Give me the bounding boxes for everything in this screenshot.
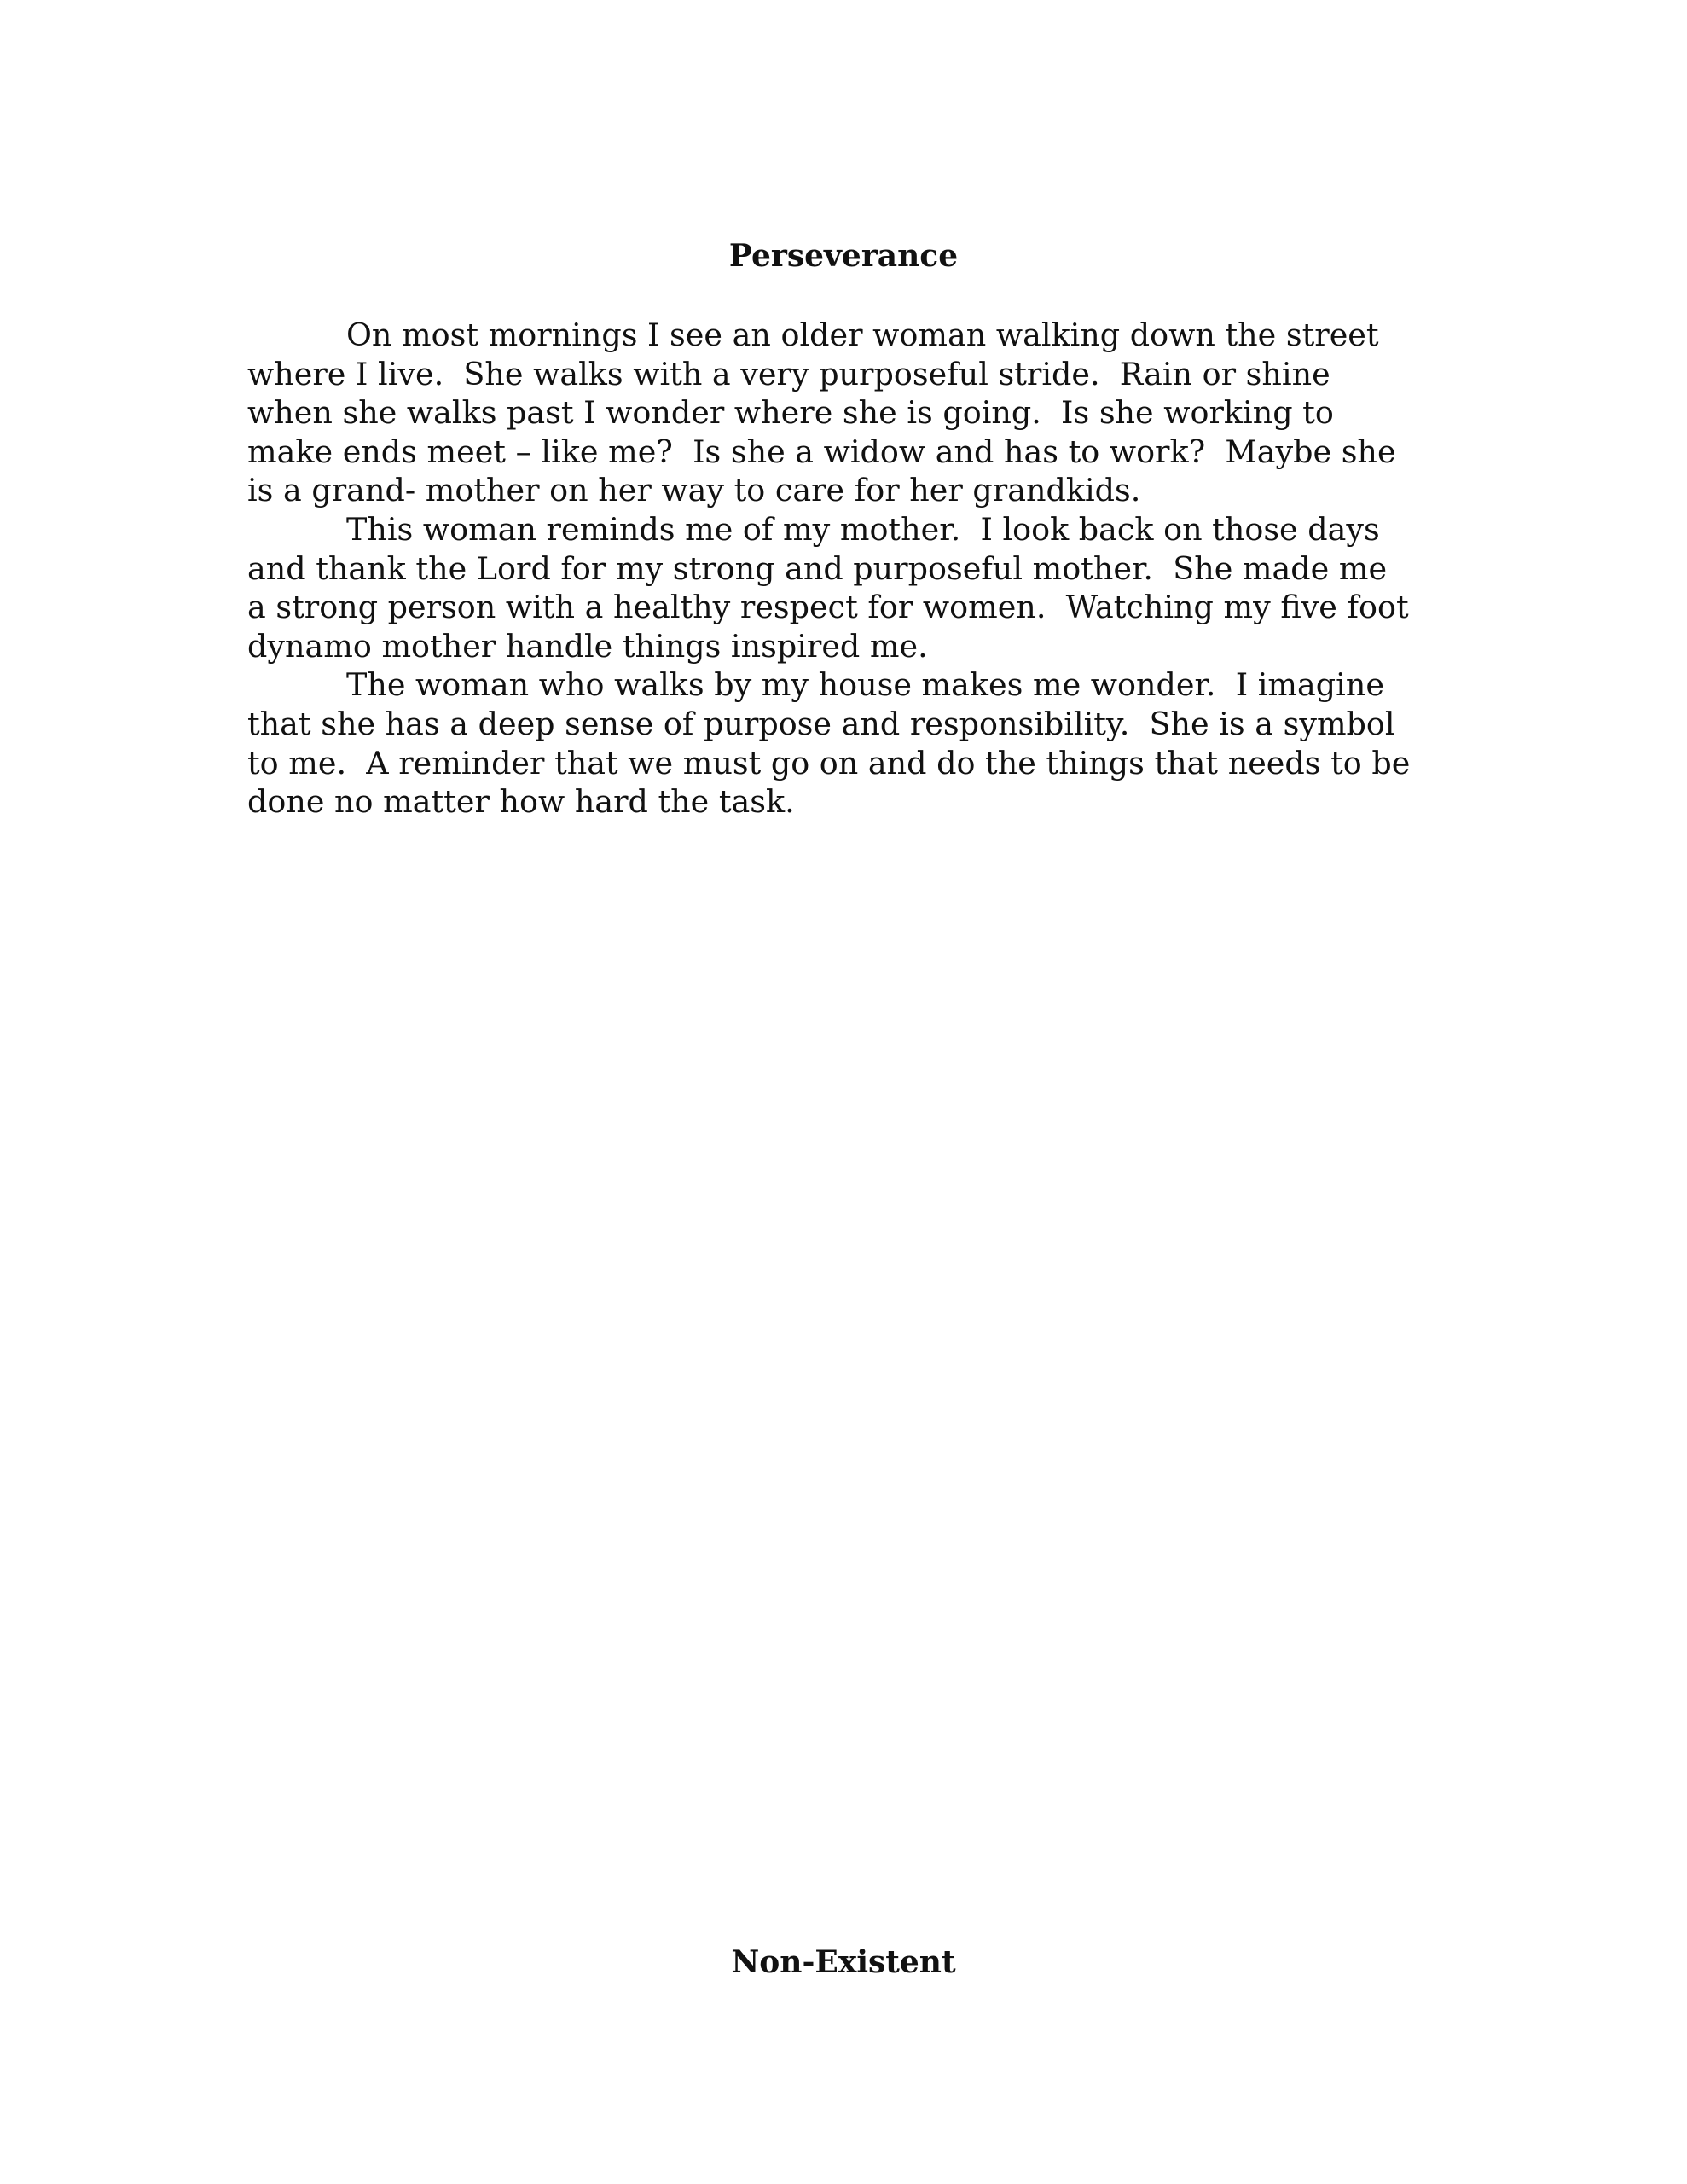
page-title: Perseverance <box>728 238 959 274</box>
paragraph-line: This woman reminds me of my mother. I look back on those days <box>346 510 1380 548</box>
paragraph-line: to me. A reminder that we must go on and do the things that needs to be <box>247 744 1411 781</box>
paragraph-line: a strong person with a healthy respect for women. Watching my five foot <box>247 589 1409 626</box>
section-title: Non-Existent <box>731 1944 956 1980</box>
paragraph-line: On most mornings I see an older woman walking down the street <box>346 317 1379 353</box>
paragraph-line: The woman who walks by my house makes me wonder. I imagine <box>346 666 1384 704</box>
essay-body <box>247 316 1458 822</box>
paragraph-line: where I live. She walks with a very purposeful stride. Rain or shine <box>247 355 1330 392</box>
paragraph-line: dynamo mother handle things inspired me. <box>247 627 928 665</box>
paragraph-line: that she has a deep sense of purpose and responsibility. She is a symbol <box>247 705 1395 742</box>
paragraph-line: when she walks past I wonder where she is going. Is she working to <box>247 394 1334 432</box>
paragraph-line: make ends meet – like me? Is she a widow and has to work? Maybe she <box>247 433 1396 470</box>
paragraph-line: done no matter how hard the task. <box>247 783 795 821</box>
paragraph-line: is a grand- mother on her way to care for her grandkids. <box>247 472 1141 509</box>
paragraph-line: and thank the Lord for my strong and purposeful mother. She made me <box>247 549 1388 587</box>
